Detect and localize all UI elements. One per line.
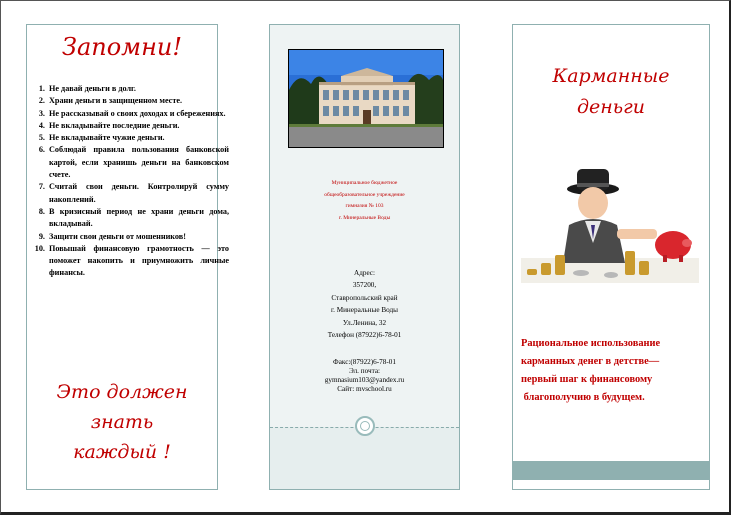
rule-item: 8. В кризисный период не храни деньги дома, вкладывай. <box>47 206 229 231</box>
phone: Телефон (87922)6-78-01 <box>327 331 402 340</box>
title-line: деньги <box>577 96 645 118</box>
address-block <box>274 267 455 341</box>
website: Сайт: mvschool.ru <box>337 385 392 393</box>
rule-item: 5. Не вкладывайте чужие деньги. <box>47 132 229 144</box>
slogan-line: Это должен знать <box>56 381 188 433</box>
slogan <box>27 377 217 467</box>
email-label: Эл. почта: <box>348 367 381 375</box>
rule-item: 10. Повышай финансовую грамотность — это поможет накопить и приумножить личные финансы. <box>47 243 229 280</box>
rule-item: 4. Не вкладывайте последние деньги. <box>47 120 229 132</box>
address-city: г. Минеральные Воды <box>330 306 399 315</box>
rule-item: 3. Не рассказывай о своих доходах и сбережениях. <box>47 108 229 120</box>
address-street: Ул.Ленина, 32 <box>342 318 387 327</box>
fax: Факс:(87922)6-78-01 <box>333 358 396 366</box>
slogan-line: каждый ! <box>73 441 171 463</box>
pitch-line: благополучию в будущем. <box>521 392 645 403</box>
rules-list <box>31 83 229 280</box>
organization-name <box>278 178 451 224</box>
left-panel <box>26 24 229 490</box>
rule-item: 2. Храни деньги в защищенном месте. <box>47 95 229 107</box>
address-region: Ставропольский край <box>331 293 398 302</box>
org-line: Муниципальное бюджетное <box>331 180 398 186</box>
middle-panel <box>269 24 460 490</box>
rule-item: 9. Защити свои деньги от мошенников! <box>47 231 229 243</box>
lower-band <box>270 427 459 489</box>
title-line: Карманные <box>552 65 670 87</box>
contact-block <box>274 358 455 394</box>
pocket-money-title <box>513 61 709 123</box>
org-line: г. Минеральные Воды <box>338 214 391 221</box>
school-building-photo <box>288 49 444 148</box>
ring-ornament <box>355 416 375 436</box>
org-line: гимназия № 103 <box>345 203 384 210</box>
rule-item: 7. Считай свои деньги. Контролируй сумму накоплений. <box>47 181 229 206</box>
pitch-line: первый шаг к финансовому <box>521 374 653 385</box>
bottom-color-band <box>513 461 709 480</box>
right-panel <box>512 24 710 490</box>
rule-item: 1. Не давай деньги в долг. <box>47 83 229 95</box>
address-label: Адрес: <box>354 269 375 277</box>
address-zip: 357200, <box>352 281 377 290</box>
boy-with-piggy-bank-photo <box>521 163 699 283</box>
pitch-line: Рациональное использование <box>521 338 661 349</box>
org-line: общеобразовательное учреждение <box>324 191 405 198</box>
rule-item: 6. Соблюдай правила пользования банковской картой, если хранишь деньги на банковском счете. <box>47 144 229 181</box>
remember-title: Запомни! <box>62 33 182 61</box>
pitch-line: карманных денег в детстве— <box>521 356 660 367</box>
email: gymnasium103@yandex.ru <box>324 376 405 384</box>
pitch-text <box>521 335 701 407</box>
